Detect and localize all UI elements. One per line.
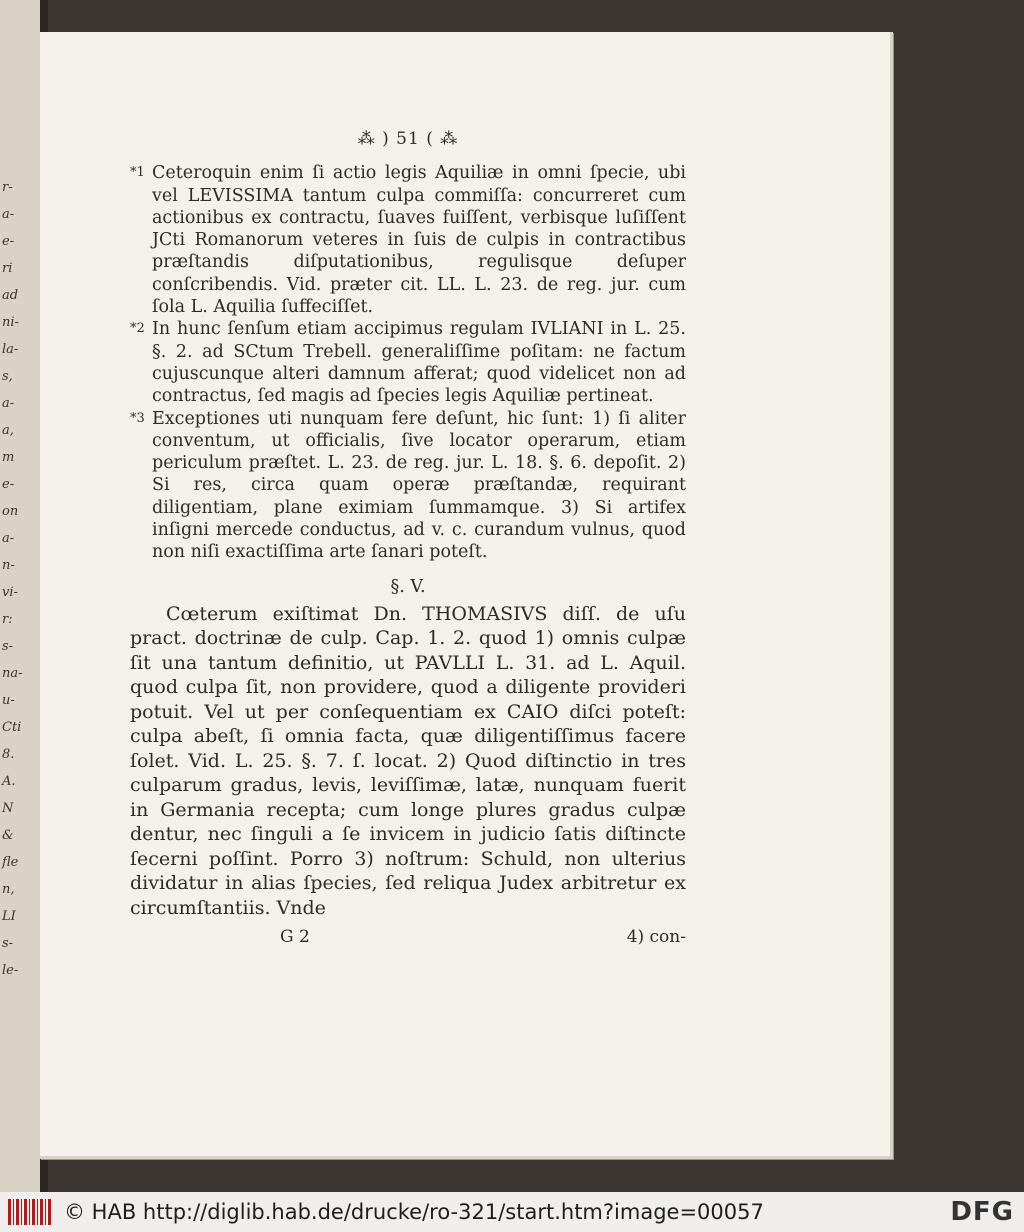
- left-page-fragment: s-: [2, 639, 14, 654]
- book-page: [40, 32, 893, 1159]
- left-page-fragment: ni-: [2, 315, 19, 330]
- left-page-fragment: u-: [2, 693, 15, 708]
- body-paragraph: Cœterum exiſtimat Dn. THOMASIVS diſſ. de uſu pract. doctrinæ de culp. Cap. 1. 2. quod 1) omnis culpæ ſit una tantum definitio, ut PAVLLI L. 31. ad L. Aquil. quod culpa ſit, non providere, quod a diligente provideri potuit. Vel ut per conſequentiam ex CAIO diſci poteſt: culpa abeſt, ſi omnia facta, quæ diligentiſſimus facere ſolet. Vid. L. 25. §. 7. ſ. locat. 2) Quod diſtinctio in tres culparum gradus, levis, leviſſimæ, latæ, nunquam fuerit in Germania recepta; cum longe plures gradus culpæ dentur, nec ſinguli a ſe invicem in judicio ſatis diſtincte ſecerni poſſint. Porro 3) noſtrum: Schuld, non ulterius dividatur in alias ſpecies, ſed reliqua Judex arbitretur ex circumſtantiis. Vnde: [130, 602, 686, 919]
- page-text-block: [130, 128, 686, 949]
- left-page-fragment: a-: [2, 396, 15, 411]
- left-page-fragment: 8.: [2, 747, 15, 762]
- signature-mark: G 2: [280, 927, 310, 948]
- left-page-fragment: on: [2, 504, 19, 519]
- left-page-fragment: r:: [2, 612, 13, 627]
- left-page-fragment: e-: [2, 234, 15, 249]
- page-footer: [130, 926, 686, 948]
- footer-bar: [0, 1192, 1024, 1232]
- footnote-mark: *3: [130, 410, 145, 426]
- left-page-fragment: m: [2, 450, 15, 465]
- footnote-text: Ceteroquin enim ſi actio legis Aquiliæ in omni ſpecie, ubi vel LEVISSIMA tantum culpa commiſſa: concurreret cum actionibus ex contractu, ſuaves fuiſſent, verbisque luſiſſent JCti Romanorum veteres in ſuis de culpis in contractibus præſtandis diſputationibus, regulisque deſuper conſcribendis. Vid. præter cit. LL. L. 23. de reg. jur. cum ſola L. Aquilia ſuffeciſſet.: [152, 163, 686, 318]
- catchword: 4) con-: [626, 927, 686, 948]
- left-page-fragment: la-: [2, 342, 19, 357]
- left-page-fragment: le-: [2, 963, 19, 978]
- left-page-fragment: Cti: [2, 720, 22, 735]
- left-page-fragment: n-: [2, 558, 15, 573]
- left-page-fragment: e-: [2, 477, 15, 492]
- left-page-fragment: n,: [2, 882, 15, 897]
- footnote-mark: *2: [130, 321, 145, 337]
- left-page-fragment: r-: [2, 180, 13, 195]
- page-header: ⁂ ) 51 ( ⁂: [357, 129, 459, 149]
- hab-logo-icon: [8, 1199, 52, 1225]
- footnote-2: [130, 318, 686, 407]
- dfg-logo: DFG: [950, 1197, 1014, 1227]
- left-page-fragment: N: [2, 801, 14, 816]
- left-page-fragment: &: [2, 828, 14, 843]
- left-page-fragment: ad: [2, 288, 19, 303]
- left-page-fragment: a-: [2, 531, 15, 546]
- left-page-edge: [0, 0, 42, 1192]
- footnote-text: In hunc ſenſum etiam accipimus regulam IVLIANI in L. 25. §. 2. ad SCtum Trebell. generaliſſime poſitam: ne factum cujuscunque alteri damnum afferat; quod videlicet non ad contractus, ſed magis ad ſpecies legis Aquiliæ pertineat.: [152, 319, 686, 407]
- left-page-fragment: LI: [2, 909, 16, 924]
- left-page-fragment: ri: [2, 261, 13, 276]
- left-page-fragment: s-: [2, 936, 14, 951]
- footnote-3: [130, 408, 686, 564]
- left-page-fragment: a-: [2, 207, 15, 222]
- left-page-fragment: fle: [2, 855, 19, 870]
- left-page-fragment: vi-: [2, 585, 18, 600]
- section-title: §. V.: [390, 576, 426, 597]
- footnote-mark: *1: [130, 165, 145, 181]
- footnote-text: Exceptiones uti nunquam fere deſunt, hic ſunt: 1) ſi aliter conventum, ut officialis, ſive locator operarum, etiam periculum præſtet. L. 23. de reg. jur. L. 18. §. 6. depoſit. 2) Si res, circa quam operæ præſtandæ, requirant diligentiam, plane eximiam ſummamque. 3) Si artifex inſigni mercede conductus, ad v. c. curandum vulnus, quod non niſi exactiſſima arte ſanari poteſt.: [152, 408, 686, 563]
- left-page-fragment: s,: [2, 369, 13, 384]
- footnote-1: [130, 162, 686, 318]
- left-page-fragment: na-: [2, 666, 23, 681]
- left-page-fragment: A.: [2, 774, 16, 789]
- left-page-fragment: a,: [2, 423, 14, 438]
- source-url[interactable]: © HAB http://diglib.hab.de/drucke/ro-321/start.htm?image=00057: [64, 1200, 764, 1224]
